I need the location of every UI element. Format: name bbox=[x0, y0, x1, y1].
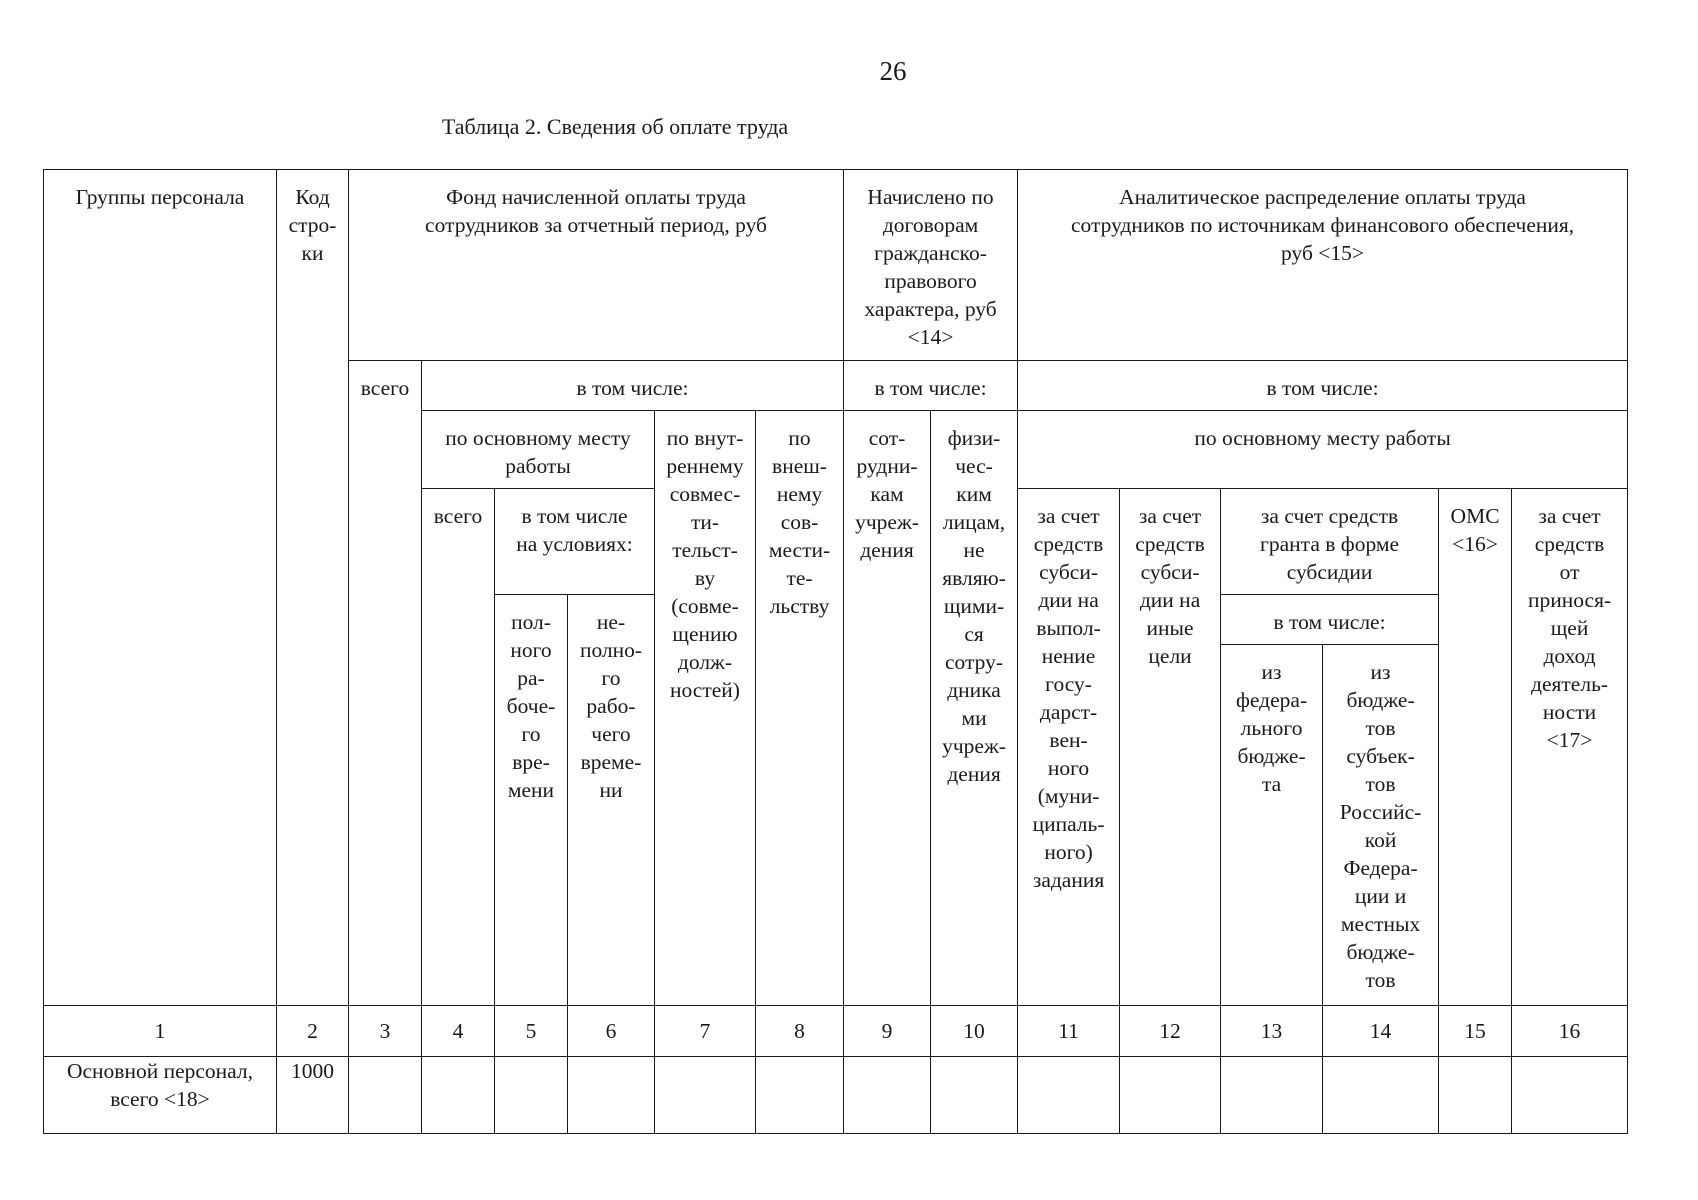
wage-table bbox=[43, 169, 1628, 1134]
empty-cell[interactable] bbox=[931, 1057, 1018, 1134]
empty-cell[interactable] bbox=[1323, 1057, 1439, 1134]
header-including-grant: в том числе: bbox=[1221, 595, 1439, 645]
column-number: 4 bbox=[422, 1006, 495, 1057]
header-gph-individuals: физи- чес- ким лицам, не являю- щими- ся сотру- дника ми учреж- дения bbox=[931, 411, 1018, 1006]
header-main-place: по основному месту работы bbox=[422, 411, 655, 489]
header-main-place-analytic: по основному месту работы bbox=[1018, 411, 1628, 489]
empty-cell[interactable] bbox=[349, 1057, 422, 1134]
column-number: 7 bbox=[655, 1006, 756, 1057]
column-number: 5 bbox=[495, 1006, 568, 1057]
column-number: 2 bbox=[277, 1006, 349, 1057]
header-federal: из федера- льного бюдже- та bbox=[1221, 645, 1323, 1006]
header-total-main: всего bbox=[422, 489, 495, 1006]
header-gph-employees: сот- рудни- кам учреж- дения bbox=[844, 411, 931, 1006]
column-number: 15 bbox=[1439, 1006, 1512, 1057]
column-number: 1 bbox=[44, 1006, 277, 1057]
header-including-analytic: в том числе: bbox=[1018, 361, 1628, 411]
header-state-task: за счет средств субси- дии на выпол- нение госу- дарст- вен- ного (муни- ципаль- ного) задания bbox=[1018, 489, 1120, 1006]
header-groups: Группы персонала bbox=[44, 170, 277, 1006]
header-internal-combo: по внут- реннему совмес- ти- тельст- ву (совме- щению долж- ностей) bbox=[655, 411, 756, 1006]
column-number: 12 bbox=[1120, 1006, 1221, 1057]
header-regional: из бюдже- тов субъек- тов Российс- кой Федера- ции и местных бюдже- тов bbox=[1323, 645, 1439, 1006]
empty-cell[interactable] bbox=[1221, 1057, 1323, 1134]
empty-cell[interactable] bbox=[655, 1057, 756, 1134]
empty-cell[interactable] bbox=[1018, 1057, 1120, 1134]
header-analytic: Аналитическое распределение оплаты труда сотрудников по источникам финансового обеспечения, руб <15> bbox=[1018, 170, 1628, 361]
header-other-goals: за счет средств субси- дии на иные цели bbox=[1120, 489, 1221, 1006]
column-number: 16 bbox=[1512, 1006, 1628, 1057]
header-including-fund: в том числе: bbox=[422, 361, 844, 411]
header-conditions: в том числе на условиях: bbox=[495, 489, 655, 595]
page-number: 26 bbox=[879, 56, 907, 86]
empty-cell[interactable] bbox=[1512, 1057, 1628, 1134]
empty-cell[interactable] bbox=[1439, 1057, 1512, 1134]
table-row bbox=[44, 1057, 1628, 1134]
column-number: 3 bbox=[349, 1006, 422, 1057]
header-gph: Начислено по договорам гражданско- правового характера, руб <14> bbox=[844, 170, 1018, 361]
header-part-time: не- полно- го рабо- чего време- ни bbox=[568, 595, 655, 1006]
row-label: Основной персонал, всего <18> bbox=[44, 1057, 277, 1134]
empty-cell[interactable] bbox=[756, 1057, 844, 1134]
header-code: Код стро- ки bbox=[277, 170, 349, 1006]
header-total-fund: всего bbox=[349, 361, 422, 1006]
empty-cell[interactable] bbox=[568, 1057, 655, 1134]
header-external-combo: по внеш- нему сов- мести- те- льству bbox=[756, 411, 844, 1006]
column-number: 6 bbox=[568, 1006, 655, 1057]
header-grant: за счет средств гранта в форме субсидии bbox=[1221, 489, 1439, 595]
empty-cell[interactable] bbox=[495, 1057, 568, 1134]
empty-cell[interactable] bbox=[1120, 1057, 1221, 1134]
row-code: 1000 bbox=[277, 1057, 349, 1134]
header-income: за счет средств от принося- щей доход деятель- ности <17> bbox=[1512, 489, 1628, 1006]
column-number: 13 bbox=[1221, 1006, 1323, 1057]
header-oms: ОМС <16> bbox=[1439, 489, 1512, 1006]
table-title: Таблица 2. Сведения об оплате труда bbox=[441, 114, 789, 139]
header-fund: Фонд начисленной оплаты труда сотрудников за отчетный период, руб bbox=[349, 170, 844, 361]
empty-cell[interactable] bbox=[844, 1057, 931, 1134]
column-numbers-row bbox=[44, 1006, 1628, 1057]
column-number: 11 bbox=[1018, 1006, 1120, 1057]
column-number: 10 bbox=[931, 1006, 1018, 1057]
column-number: 9 bbox=[844, 1006, 931, 1057]
header-full-time: пол- ного ра- боче- го вре- мени bbox=[495, 595, 568, 1006]
column-number: 14 bbox=[1323, 1006, 1439, 1057]
column-number: 8 bbox=[756, 1006, 844, 1057]
empty-cell[interactable] bbox=[422, 1057, 495, 1134]
header-including-gph: в том числе: bbox=[844, 361, 1018, 411]
